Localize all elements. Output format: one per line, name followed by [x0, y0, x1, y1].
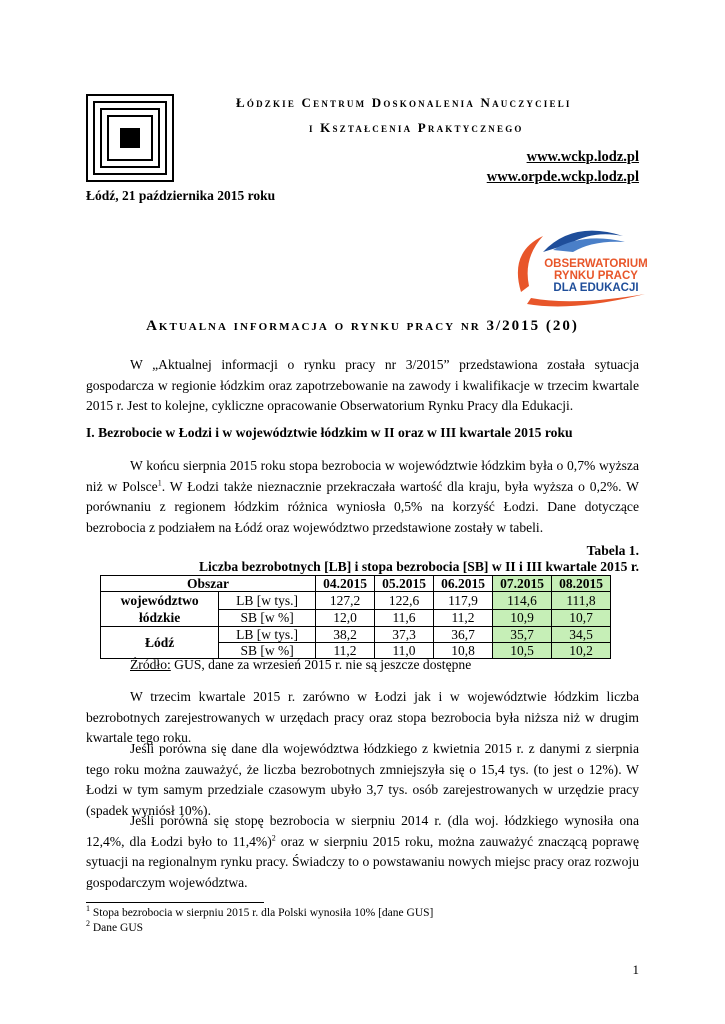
- table-area-cell: [101, 592, 219, 627]
- table-caption: Liczba bezrobotnych [LB] i stopa bezrobocia [SB] w II i III kwartale 2015 r.: [198, 559, 639, 574]
- observatory-logo: [513, 222, 653, 308]
- footnote-ref-1: 1: [157, 477, 162, 487]
- institution-logo: [86, 94, 174, 182]
- footnote-1: [86, 904, 434, 919]
- table-header-cell: Obszar: [101, 576, 316, 592]
- table-value-cell: 11,2: [316, 643, 375, 659]
- table-value-cell: 114,6: [493, 592, 552, 610]
- table-value-cell: 10,8: [434, 643, 493, 659]
- source-text: GUS, dane za wrzesień 2015 r. nie są jeszcze dostępne: [170, 657, 472, 672]
- table-measure-cell: SB [w %]: [219, 643, 316, 659]
- table-measure-cell: LB [w tys.]: [219, 592, 316, 610]
- area-label-line1: województwo: [120, 593, 199, 608]
- table-row: [101, 627, 611, 643]
- table-value-cell: 111,8: [552, 592, 611, 610]
- page-number: 1: [632, 962, 639, 977]
- paragraph-text: Jeśli porówna się stopę bezrobocia w sierpniu 2014 r. (dla woj. łódzkiego wynosiła ona 12,4%, dla Łodzi było to 11,4%): [86, 813, 639, 849]
- paragraph-text: W końcu sierpnia 2015 roku stopa bezrobocia w województwie łódzkim była o 0,7% wyższa niż w Polsce: [86, 458, 639, 494]
- footnote-2: [86, 919, 144, 934]
- section-heading: I. Bezrobocie w Łodzi i w województwie łódzkim w II oraz w III kwartale 2015 roku: [86, 425, 573, 440]
- source-label: Źródło:: [130, 657, 171, 672]
- table-value-cell: 35,7: [493, 627, 552, 643]
- website-link[interactable]: www.wckp.lodz.pl: [526, 149, 639, 165]
- paragraph-3: Jeśli porówna się dane dla województwa łódzkiego z kwietnia 2015 r. z danymi z sierpnia tego roku można zauważyć, że liczba bezrobotnych zmniejszyła się o 15,4 tys. (to jest o 12%). W Łodzi w tym samym przedziale czasowym ubyło 3,7 tys. osób zarejestrowanych w urzędzie pracy (spadek wyniósł 10%).: [86, 741, 639, 818]
- paragraph-text: oraz w sierpniu 2015 roku, można zauważyć znaczącą poprawę sytuacji na regionalnym rynku pracy. Świadczy to o powstawaniu nowych miejsc pracy oraz rozwoju gospodarczym województwa.: [86, 833, 639, 890]
- table-area-cell: Łódź: [101, 627, 219, 659]
- table-label: Tabela 1.: [586, 543, 639, 558]
- footnote-number: 2: [86, 919, 90, 929]
- table-value-cell: 36,7: [434, 627, 493, 643]
- observatory-logo-line2: RYNKU PRACY: [554, 270, 638, 282]
- table-header-row: [101, 576, 611, 592]
- table-value-cell: 38,2: [316, 627, 375, 643]
- observatory-website-link[interactable]: www.orpde.wckp.lodz.pl: [486, 169, 639, 185]
- unemployment-table: [100, 575, 611, 659]
- unemployment-paragraph: [86, 456, 639, 538]
- footnote-text: Dane GUS: [90, 922, 144, 934]
- table-header-cell: 04.2015: [316, 576, 375, 592]
- table-value-cell: 37,3: [375, 627, 434, 643]
- document-title: Aktualna informacja o rynku pracy nr 3/2015 (20): [146, 318, 579, 334]
- table-header-cell: 06.2015: [434, 576, 493, 592]
- intro-paragraph: W „Aktualnej informacji o rynku pracy nr 3/2015” przedstawiona została sytuacja gospodarcza w regionie łódzkim oraz zapotrzebowanie na zawody i kwalifikacje w trzecim kwartale 2015 r. Jest to kolejne, cykliczne opracowanie Obserwatorium Rynku Pracy dla Edukacji.: [86, 357, 639, 413]
- table-value-cell: 117,9: [434, 592, 493, 610]
- table-value-cell: 10,5: [493, 643, 552, 659]
- table-value-cell: 12,0: [316, 609, 375, 627]
- institution-name-line2: i Kształcenia Praktycznego: [309, 120, 524, 135]
- table-source: [130, 657, 471, 673]
- table-row: [101, 592, 611, 610]
- footnote-ref-2: 2: [271, 832, 276, 842]
- table-value-cell: 127,2: [316, 592, 375, 610]
- footnote-text: Stopa bezrobocia w sierpniu 2015 r. dla Polski wynosiła 10% [dane GUS]: [90, 907, 434, 919]
- table-value-cell: 10,2: [552, 643, 611, 659]
- institution-name-line1: Łódzkie Centrum Doskonalenia Nauczycieli: [236, 95, 572, 110]
- footnote-separator: [86, 902, 264, 903]
- paragraph-2: W trzecim kwartale 2015 r. zarówno w Łodzi jak i w województwie łódzkim liczba bezrobotnych zarejestrowanych w urzędach pracy oraz stopa bezrobocia była niższa niż w drugim kwartale tego roku.: [86, 689, 639, 745]
- paragraph-text: . W Łodzi także nieznacznie przekraczała wartość dla kraju, była wyższa o 0,2%. W porównaniu z regionem łódzkim różnica wyniosła 0,5% na korzyść Łodzi. Dane dotyczące bezrobocia z podziałem na Łódź oraz województwo przedstawione zostały w tabeli.: [86, 478, 639, 535]
- footnote-number: 1: [86, 904, 90, 914]
- table-measure-cell: LB [w tys.]: [219, 627, 316, 643]
- table-measure-cell: SB [w %]: [219, 609, 316, 627]
- table-value-cell: 34,5: [552, 627, 611, 643]
- table-header-cell: 08.2015: [552, 576, 611, 592]
- table-value-cell: 11,6: [375, 609, 434, 627]
- table-value-cell: 10,7: [552, 609, 611, 627]
- table-header-cell: 07.2015: [493, 576, 552, 592]
- table-value-cell: 11,2: [434, 609, 493, 627]
- document-date: Łódź, 21 października 2015 roku: [86, 188, 276, 203]
- table-header-cell: 05.2015: [375, 576, 434, 592]
- observatory-logo-line1: OBSERWATORIUM: [544, 258, 648, 270]
- table-value-cell: 11,0: [375, 643, 434, 659]
- table-value-cell: 122,6: [375, 592, 434, 610]
- area-label-line2: łódzkie: [138, 610, 181, 625]
- paragraph-4: [86, 811, 639, 893]
- observatory-logo-line3: DLA EDUKACJI: [553, 282, 639, 294]
- table-value-cell: 10,9: [493, 609, 552, 627]
